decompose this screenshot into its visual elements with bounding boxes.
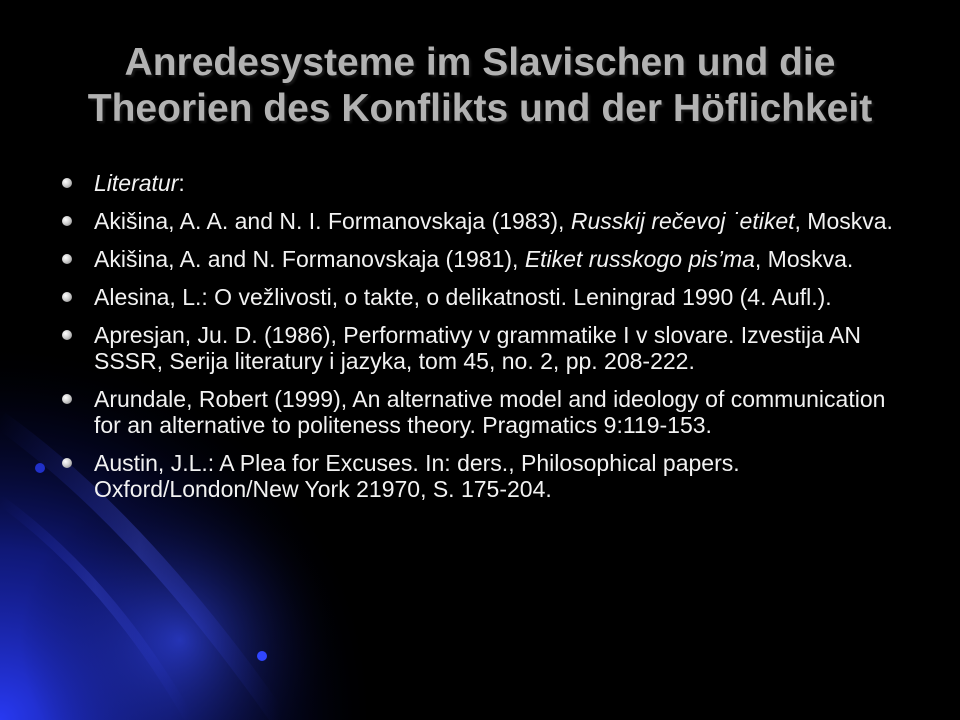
bullet-icon — [62, 394, 72, 404]
bullet-item-literatur — [62, 170, 902, 196]
bullet-text: Apresjan, Ju. D. (1986), Performativy v grammatike I v slovare. Izvestija AN SSSR, Serija literatury i jazyka, tom 45, no. 2, pp. 208-222. — [94, 322, 861, 374]
slide-title — [40, 40, 920, 132]
title-line-2: Theorien des Konflikts und der Höflichkeit — [87, 87, 873, 130]
bullet-item-akisina-1983 — [62, 208, 902, 234]
bullet-item-apresjan — [62, 322, 902, 374]
bullet-text: Akišina, A. and N. Formanovskaja (1981), — [94, 246, 525, 272]
glow-dot — [257, 651, 267, 661]
bullet-icon — [62, 254, 72, 264]
bullet-icon — [62, 330, 72, 340]
bullet-item-akisina-1981 — [62, 246, 902, 272]
bullet-text: , Moskva. — [794, 208, 893, 234]
bullet-text: Akišina, A. A. and N. I. Formanovskaja (1983), — [94, 208, 571, 234]
bullet-italic: Literatur — [94, 170, 179, 196]
bullet-text: Alesina, L.: O vežlivosti, o takte, o delikatnosti. Leningrad 1990 (4. Aufl.). — [94, 284, 832, 310]
bullet-text: : — [178, 170, 185, 196]
bullet-text: , Moskva. — [754, 246, 854, 272]
glow-dot — [35, 463, 45, 473]
bullet-icon — [62, 458, 72, 468]
title-line-1: Anredesysteme im Slavischen und die — [124, 41, 836, 84]
bullet-italic: Russkij rečevoj ˙etiket — [570, 208, 795, 234]
bullet-text: Arundale, Robert (1999), An alternative model and ideology of communication for an alternative to politeness theory. Pragmatics 9:119-153. — [94, 386, 886, 438]
bullet-item-austin — [62, 450, 902, 502]
bullet-icon — [62, 178, 72, 188]
bullet-text: Austin, J.L.: A Plea for Excuses. In: ders., Philosophical papers. Oxford/London/New York 21970, S. 175-204. — [94, 450, 740, 502]
bullet-item-alesina — [62, 284, 902, 310]
bullet-icon — [62, 216, 72, 226]
bullet-icon — [62, 292, 72, 302]
bullet-list — [62, 170, 902, 514]
bullet-italic: Etiket russkogo pis’ma — [524, 246, 755, 272]
bullet-item-arundale — [62, 386, 902, 438]
